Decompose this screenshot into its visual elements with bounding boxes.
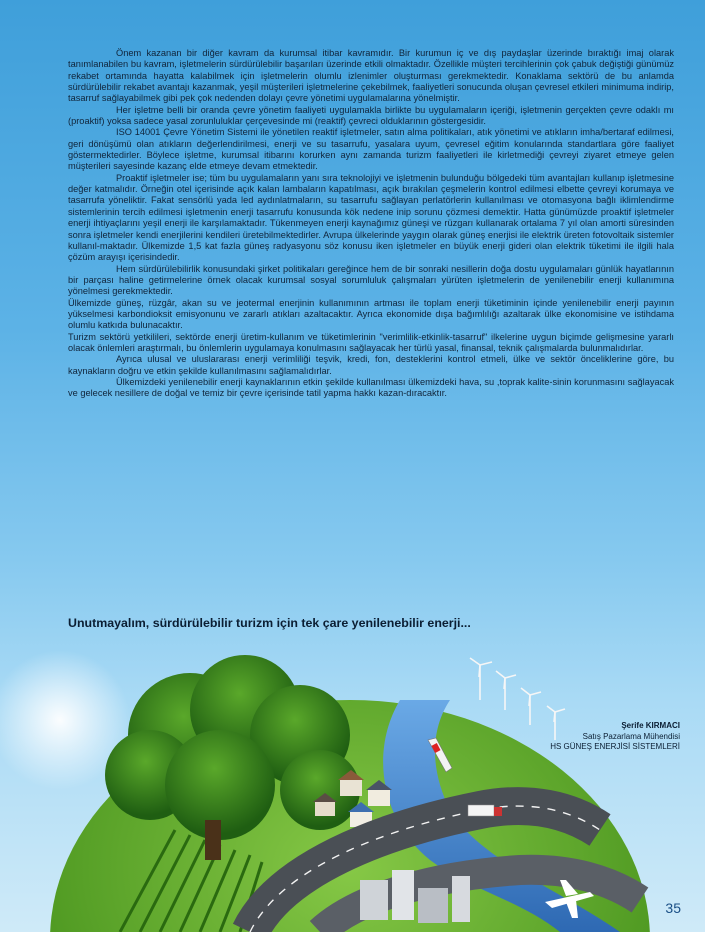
earth-globe-illustration xyxy=(0,640,705,932)
paragraph: Turizm sektörü yetkilileri, sektörde enerji üretim-kullanım ve tüketimlerinin "verimlilik-etkinlik-tasarruf" ilkelerine uygun biçimde gelişmesine yararlı olacak önlemleri araştırmalı, bu önlemlerin uygulamaya konulmasını sağlayacak her türlü yasal, finansal, teknik çalışmalarda bulunmalıdırlar. xyxy=(68,331,674,353)
paragraph: Önem kazanan bir diğer kavram da kurumsal itibar kavramıdır. Bir kurumun iç ve dış paydaşlar üzerinde bıraktığı imaj olarak tanımlanabilen bu kavram, işletmelerin sürdürülebilir başarıları üzerinde etkili olmaktadır. Özellikle müşteri tercihlerinin çok çabuk değiştiği günümüz rekabet ortamında hayatta kalabilmek için işletmelerin olumlu izlenimler oluşturması gerekmektedir. Konaklama sektörü de bu anlamda sürdürülebilir rekabet avantajı kazanmak, yeşil müşterileri işletmelerine çekebilmek, faaliyetleri sonucunda oluşan çevresel etkileri minimuma indirip, tasarruf sağlayabilmek gibi pek çok nedenden dolayı çevre yönetimi uygulamalarına yönelmiştir. xyxy=(68,48,674,104)
author-company: HS GÜNEŞ ENERJİSİ SİSTEMLERİ xyxy=(550,742,680,751)
author-name: Şerife KIRMACI xyxy=(621,721,680,730)
paragraph: Her işletme belli bir oranda çevre yönetim faaliyeti uygulamakla birlikte bu uygulamaların içeriği, işletmenin gerçekten çevre odaklı mı (proaktif) yoksa sadece yasal zorunluluklar çerçevesinde mi (reaktif) çevreci olduklarının göstergesidir. xyxy=(68,104,674,127)
paragraph: Proaktif işletmeler ise; tüm bu uygulamaların yanı sıra teknolojiyi ve işletmenin bulunduğu bölgedeki tüm avantajları kullanıp işletmesine değer katmalıdır. Örneğin otel içerisinde açık kalan lambaların kapatılması, açık bırakılan çeşmelerin kontrol edilmesi elbette çevreyi korumaya ve tasarrufa yöneliktir. Fakat sensörlü yada led aydınlatmaların, su tasarrufu sağlayan perlatörlerin kullanılması ve otomasyona bağlı iklimlendirme sistemlerinin tercih edilmesi işletmenin enerji tasarrufu konusunda kök nedene inip sorunu çözmesi demektir. Hatta günümüzde proaktif işletmeler enerji ihtiyaçlarını yeşil enerji ile karşılamaktadır. Tükenmeyen enerji kaynağımız güneşi ve rüzgarı kullanarak ortalama 7 yıl olan amorti süresinden sonra işletmeler kendi enerjilerini kendileri üretebilmektedirler. Avrupa ülkelerinde yaygın olarak güneş enerjisi ile elektrik üreten fotovoltaik sistemler kullanıl-maktadır. Ülkemizde 1,5 kat fazla güneş radyasyonu söz konusu iken işletmeler en büyük enerji gideri olan elektrik tüketimi ile ilgili hala çözüm arayışı içerisindedir. xyxy=(68,172,674,263)
page-number: 35 xyxy=(665,900,681,916)
author-signature xyxy=(550,721,680,753)
article-body xyxy=(68,48,674,400)
paragraph: Ülkemizdeki yenilenebilir enerji kaynaklarının etkin şekilde kullanılması ülkemizdeki hava, su ,toprak kalite-sinin korunmasını sağlayacak ve gelecek nesillere de doğal ve temiz bir çevre içerisinde tatil yapma hakkı kazan-dıracaktır. xyxy=(68,376,674,399)
paragraph: Ayrıca ulusal ve uluslararası enerji verimliliği teşvik, kredi, fon, desteklerini kontrol etmeli, ülke ve sektör önceliklerine göre, bu kaynakların doğru ve etkin şekilde kullanılmasını sağlamalıdırlar. xyxy=(68,354,674,376)
closing-line: Unutmayalım, sürdürülebilir turizm için tek çare yenilenebilir enerji... xyxy=(68,616,471,630)
author-title: Satış Pazarlama Mühendisi xyxy=(582,731,680,741)
paragraph: ISO 14001 Çevre Yönetim Sistemi ile yönetilen reaktif işletmeler, satın alma politikaları, atık yönetimi ve atıkların imha/bertaraf edilmesi, geri dönüşümü olan atıkların değerlendirilmesi, enerji ve su tasarrufu, yasalara uyum, çevresel eğitim konularında standartlara göre faaliyet göstermektedirler. Böylece işletme, kurumsal itibarını korurken aynı zamanda turizm faaliyetleri ile kirletmediği çevreyi ziyaret etmeye gelen müşterileri sayesinde kazanç elde etmeye devam etmektedir. xyxy=(68,127,674,172)
paragraph: Hem sürdürülebilirlik konusundaki şirket politikaları gereğince hem de bir sonraki nesillerin doğa dostu uygulamaları günlük hayatlarının bir parçası haline getirmelerine örnek olacak kurumsal sosyal sorumluluk çalışmaları yürüten işletmelerin de yenilenebilir enerji kullanımına yönelmesi gerekmektedir. xyxy=(68,263,674,297)
paragraph: Ülkemizde güneş, rüzgâr, akan su ve jeotermal enerjinin kullanımının artması ile toplam enerji tüketiminin içinde yenilenebilir enerji payının yükselmesi karbondioksit emisyonunu ve zararlı atıkları azaltacaktır. Ayrıca ekonomide dışa bağımlılığı azaltarak ülke ekonomisine ve istihdama olumlu katkıda bulunacaktır. xyxy=(68,297,674,331)
